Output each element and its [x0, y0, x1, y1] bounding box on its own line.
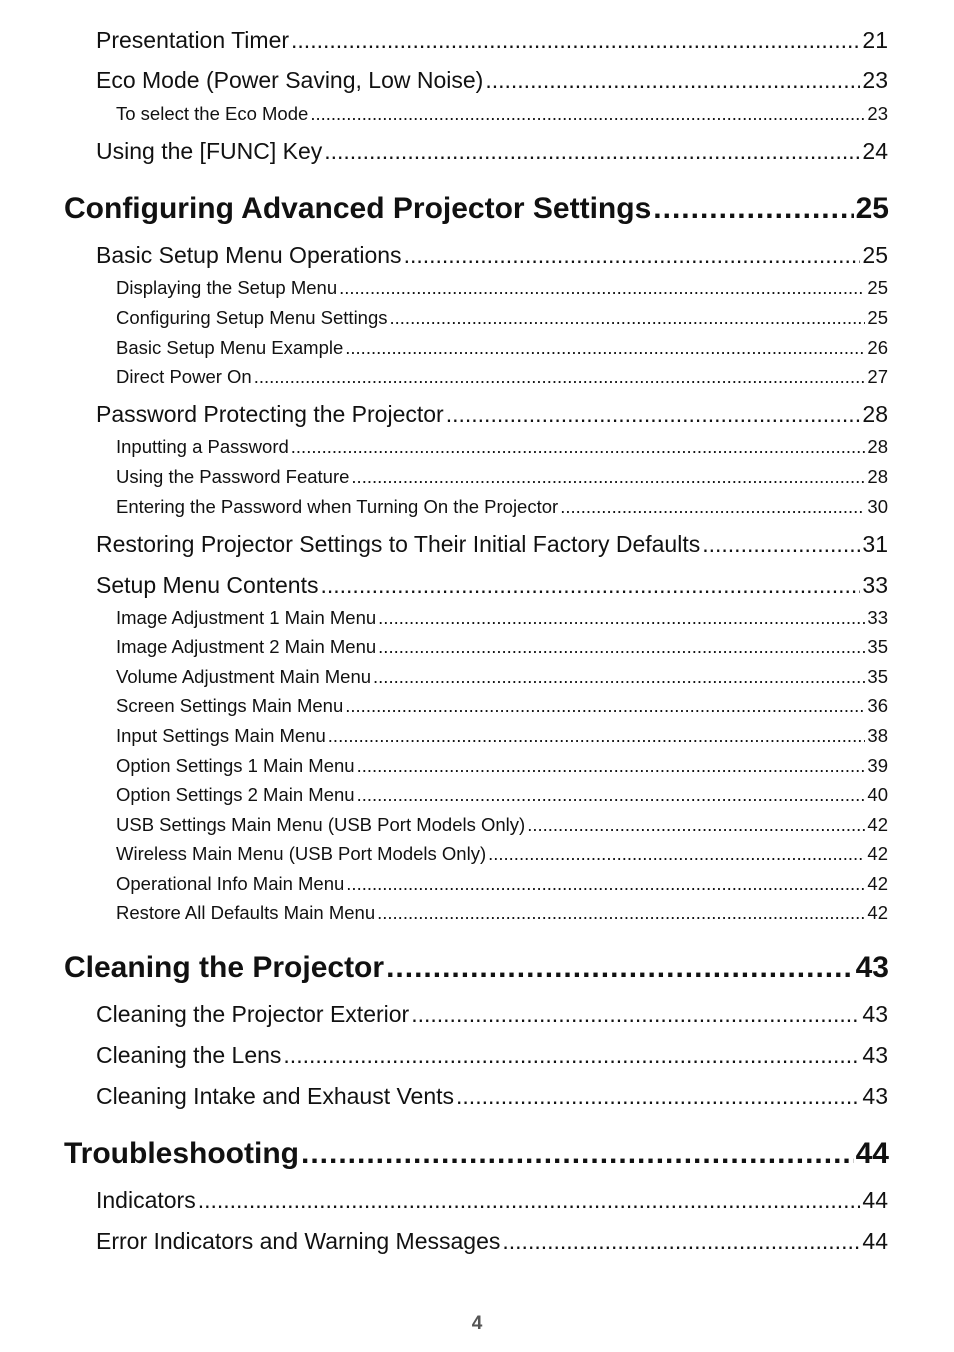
toc-entry-page: 23: [867, 103, 888, 124]
toc-chapter-title: Troubleshooting: [64, 1137, 299, 1170]
toc-entry-page: 31: [862, 531, 888, 557]
toc-chapter-page: 25: [855, 192, 889, 225]
toc-entry-title: Image Adjustment 2 Main Menu: [116, 636, 377, 657]
dot-leader: [310, 103, 865, 125]
toc-entry[interactable]: [116, 666, 888, 690]
toc-entry-page: 42: [867, 843, 888, 864]
dot-leader: [357, 755, 866, 777]
toc-entry[interactable]: [96, 572, 888, 602]
toc-entry-page: 28: [862, 401, 888, 427]
toc-entry-title: Restoring Projector Settings to Their Initial Factory Defaults: [96, 531, 701, 557]
toc-entry-title: Error Indicators and Warning Messages: [96, 1228, 501, 1254]
toc-entry-page: 21: [862, 27, 888, 53]
toc-entry-page: 23: [862, 67, 888, 93]
dot-leader: [345, 695, 865, 717]
dot-leader: [502, 1228, 860, 1255]
toc-entry[interactable]: [96, 1083, 888, 1113]
toc-entry-title: Input Settings Main Menu: [116, 725, 326, 746]
toc-entry[interactable]: [96, 1228, 888, 1258]
toc-entry-title: Option Settings 2 Main Menu: [116, 784, 355, 805]
dot-leader: [485, 67, 860, 94]
toc-chapter-page: 44: [855, 1137, 889, 1170]
toc-entry[interactable]: [96, 531, 888, 561]
toc-entry-title: Wireless Main Menu (USB Port Models Only): [116, 843, 487, 864]
toc-entry-title: Displaying the Setup Menu: [116, 277, 338, 298]
toc-entry[interactable]: [116, 366, 888, 390]
toc-entry-title: Password Protecting the Projector: [96, 401, 444, 427]
toc-entry-page: 28: [867, 466, 888, 487]
toc-entry[interactable]: [96, 1042, 888, 1072]
toc-entry[interactable]: [116, 607, 888, 631]
toc-entry-title: Basic Setup Menu Operations: [96, 242, 402, 268]
toc-chapter[interactable]: [64, 1137, 889, 1177]
toc-entry[interactable]: [116, 103, 888, 127]
toc-entry-title: Using the Password Feature: [116, 466, 350, 487]
dot-leader: [378, 636, 865, 658]
toc-chapter-title: Cleaning the Projector: [64, 951, 385, 984]
toc-entry-page: 25: [862, 242, 888, 268]
toc-entry-page: 25: [867, 307, 888, 328]
toc-entry[interactable]: [96, 401, 888, 431]
toc-entry-title: Direct Power On: [116, 366, 252, 387]
toc-entry-title: Using the [FUNC] Key: [96, 138, 323, 164]
page-number: 4: [471, 1313, 483, 1334]
toc-entry-title: Inputting a Password: [116, 436, 289, 457]
dot-leader: [291, 27, 860, 54]
dot-leader: [198, 1187, 861, 1214]
toc-entry-page: 24: [862, 138, 888, 164]
toc-entry[interactable]: [116, 843, 888, 867]
toc-entry[interactable]: [116, 496, 888, 520]
toc-entry-page: 38: [867, 725, 888, 746]
toc-entry[interactable]: [96, 27, 888, 57]
dot-leader: [386, 951, 854, 985]
toc-entry[interactable]: [116, 466, 888, 490]
toc-entry-page: 36: [867, 695, 888, 716]
toc-entry-title: Basic Setup Menu Example: [116, 337, 344, 358]
toc-entry-page: 42: [867, 873, 888, 894]
dot-leader: [346, 873, 865, 895]
dot-leader: [378, 607, 865, 629]
dot-leader: [377, 902, 865, 924]
toc-chapter-title: Configuring Advanced Projector Settings: [64, 192, 652, 225]
dot-leader: [328, 725, 866, 747]
toc-chapter[interactable]: [64, 192, 889, 232]
toc-entry-page: 42: [867, 814, 888, 835]
toc-entry-title: Cleaning the Lens: [96, 1042, 282, 1068]
toc-entry[interactable]: [116, 277, 888, 301]
toc-entry-page: 33: [867, 607, 888, 628]
toc-entry[interactable]: [116, 814, 888, 838]
toc-entry-page: 44: [862, 1228, 888, 1254]
dot-leader: [339, 277, 865, 299]
toc-entry-title: Configuring Setup Menu Settings: [116, 307, 388, 328]
toc-entry-page: 26: [867, 337, 888, 358]
toc-entry-title: Operational Info Main Menu: [116, 873, 345, 894]
dot-leader: [702, 531, 860, 558]
toc-entry-page: 42: [867, 902, 888, 923]
toc-entry-page: 43: [862, 1001, 888, 1027]
toc-entry[interactable]: [116, 695, 888, 719]
toc-entry-title: Setup Menu Contents: [96, 572, 319, 598]
toc-entry-title: Option Settings 1 Main Menu: [116, 755, 355, 776]
toc-entry-page: 35: [867, 666, 888, 687]
toc-entry[interactable]: [96, 1001, 888, 1031]
toc-entry-title: Presentation Timer: [96, 27, 290, 53]
dot-leader: [345, 337, 865, 359]
toc-entry-title: Cleaning Intake and Exhaust Vents: [96, 1083, 455, 1109]
toc-entry-title: Eco Mode (Power Saving, Low Noise): [96, 67, 484, 93]
dot-leader: [320, 572, 860, 599]
toc-entry-title: To select the Eco Mode: [116, 103, 309, 124]
toc-entry-page: 33: [862, 572, 888, 598]
dot-leader: [373, 666, 865, 688]
dot-leader: [291, 436, 866, 458]
toc-entry[interactable]: [116, 755, 888, 779]
toc-entry-title: Restore All Defaults Main Menu: [116, 902, 376, 923]
dot-leader: [404, 242, 861, 269]
toc-entry-title: Screen Settings Main Menu: [116, 695, 344, 716]
toc-entry-title: USB Settings Main Menu (USB Port Models Only): [116, 814, 526, 835]
toc-entry[interactable]: [116, 337, 888, 361]
toc-entry-page: 25: [867, 277, 888, 298]
dot-leader: [488, 843, 865, 865]
dot-leader: [254, 366, 866, 388]
toc-entry[interactable]: [116, 636, 888, 660]
toc-chapter-page: 43: [855, 951, 889, 984]
toc-entry[interactable]: [116, 902, 888, 926]
dot-leader: [527, 814, 865, 836]
toc-entry-page: 27: [867, 366, 888, 387]
toc-entry[interactable]: [96, 1187, 888, 1217]
toc-entry-page: 40: [867, 784, 888, 805]
dot-leader: [351, 466, 865, 488]
toc-entry-page: 43: [862, 1083, 888, 1109]
toc-entry-page: 28: [867, 436, 888, 457]
toc-entry-title: Indicators: [96, 1187, 196, 1213]
toc-entry-title: Cleaning the Projector Exterior: [96, 1001, 410, 1027]
dot-leader: [301, 1137, 854, 1171]
dot-leader: [283, 1042, 860, 1069]
toc-entry-title: Image Adjustment 1 Main Menu: [116, 607, 377, 628]
toc-entry-page: 30: [867, 496, 888, 517]
toc-entry[interactable]: [96, 242, 888, 272]
toc-entry-page: 44: [862, 1187, 888, 1213]
toc-entry-page: 35: [867, 636, 888, 657]
dot-leader: [560, 496, 865, 518]
toc-entry[interactable]: [116, 725, 888, 749]
dot-leader: [411, 1001, 860, 1028]
toc-entry[interactable]: [116, 784, 888, 808]
dot-leader: [653, 192, 853, 226]
toc-entry[interactable]: [116, 873, 888, 897]
toc-entry-page: 39: [867, 755, 888, 776]
toc-entry[interactable]: [116, 307, 888, 331]
dot-leader: [456, 1083, 860, 1110]
toc-entry[interactable]: [96, 67, 888, 97]
toc-entry[interactable]: [96, 138, 888, 168]
dot-leader: [446, 401, 861, 428]
toc-entry[interactable]: [116, 436, 888, 460]
dot-leader: [357, 784, 866, 806]
dot-leader: [324, 138, 860, 165]
toc-entry-page: 43: [862, 1042, 888, 1068]
dot-leader: [390, 307, 866, 329]
toc-chapter[interactable]: [64, 951, 889, 991]
toc-entry-title: Volume Adjustment Main Menu: [116, 666, 372, 687]
toc-entry-title: Entering the Password when Turning On the Projector: [116, 496, 559, 517]
